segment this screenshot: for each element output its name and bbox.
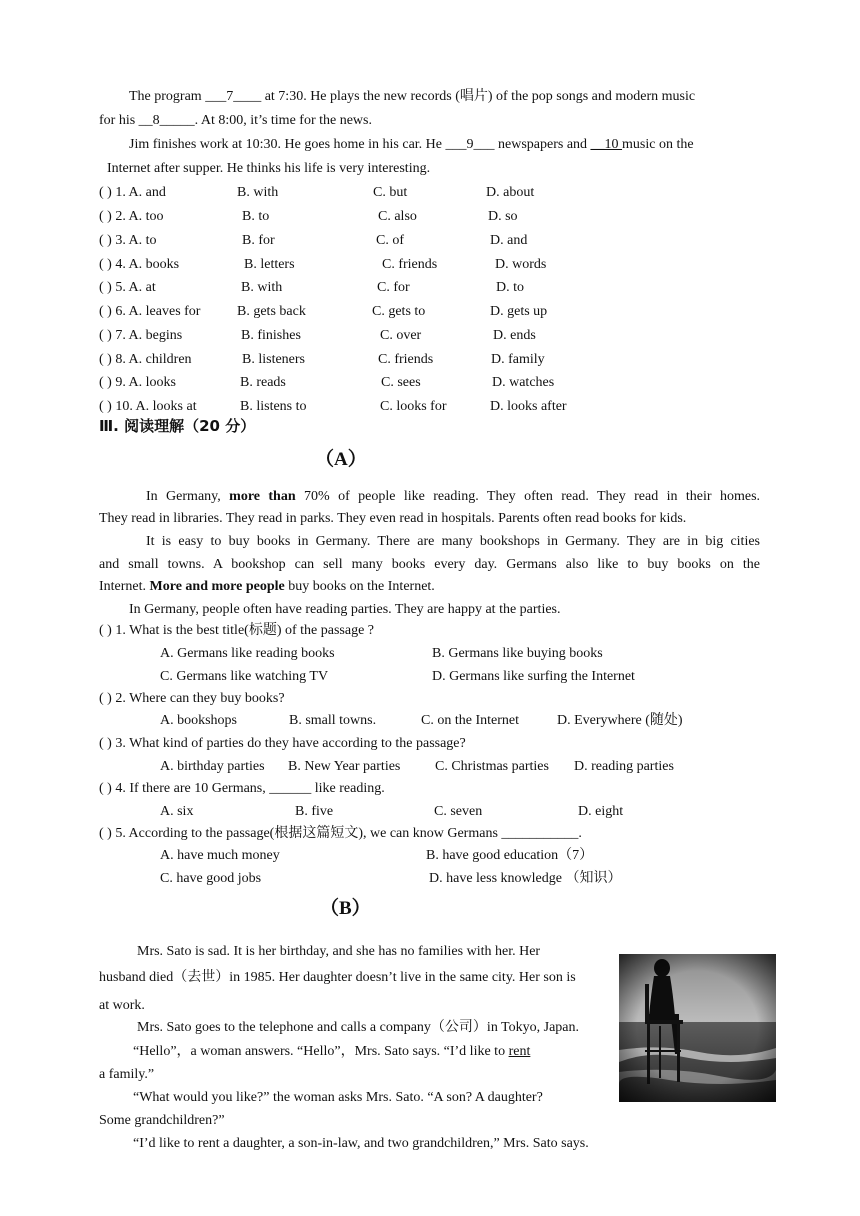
passage-a-line: They read in libraries. They read in parks. They even read in hospitals. Parents often read books for kids. [99, 511, 687, 526]
option-d: D. watches [492, 375, 555, 390]
passage-text: 70% of people like reading. They often read. They read in their homes. [295, 489, 761, 504]
option-b: B. listeners [242, 352, 305, 367]
bold-phrase: more than [229, 489, 296, 504]
question-number: ( ) 8. A. children [99, 352, 192, 367]
option-c: C. for [377, 280, 410, 295]
reading-question: ( ) 4. If there are 10 Germans, ______ like reading. [99, 781, 385, 796]
option-d: D. family [491, 352, 545, 367]
option-c: C. of [376, 233, 404, 248]
passage-text: In Germany, [146, 489, 230, 504]
bold-phrase: More and more people [149, 579, 285, 594]
passage-a-line: It is easy to buy books in Germany. There are many bookshops in Germany. They are in big cities [146, 534, 760, 549]
option-d: D. eight [578, 804, 624, 819]
reading-question: ( ) 3. What kind of parties do they have according to the passage? [99, 736, 466, 751]
option-b: B. New Year parties [288, 759, 401, 774]
passage-a-line [146, 488, 760, 506]
option-c: C. seven [434, 804, 483, 819]
woman-on-chair-photo [619, 954, 776, 1102]
passage-text: “Hello”，a woman answers. “Hello”，Mrs. Sato says. “I’d like to [133, 1044, 509, 1059]
option-a: A. bookshops [160, 713, 238, 728]
cloze-text: at 7:30. He plays the new records (唱片) of the pop songs and modern music [261, 89, 696, 104]
photo-illustration [619, 954, 776, 1102]
option-b: B. letters [244, 257, 295, 272]
option-d: D. have less knowledge （知识） [429, 871, 622, 886]
option-d: D. Everywhere (随处) [557, 713, 683, 728]
option-a: A. birthday parties [160, 759, 265, 774]
cloze-text: The program [129, 89, 206, 104]
option-d: D. to [496, 280, 524, 295]
option-a: A. Germans like reading books [160, 646, 335, 661]
passage-b-line: “I’d like to rent a daughter, a son-in-law, and two grandchildren,” Mrs. Sato says. [133, 1136, 589, 1151]
option-b: B. finishes [241, 328, 301, 343]
passage-b-line: Mrs. Sato is sad. It is her birthday, and she has no families with her. Her [137, 944, 541, 959]
underlined-word: rent [508, 1044, 531, 1059]
option-c: C. sees [381, 375, 421, 390]
blank-8: __8_____ [138, 113, 195, 128]
blank-7: ___7____ [205, 89, 262, 104]
option-d: D. Germans like surfing the Internet [432, 669, 635, 684]
reading-question: ( ) 5. According to the passage(根据这篇短文), we can know Germans ___________. [99, 826, 582, 841]
passage-text: buy books on the Internet. [284, 579, 435, 594]
cloze-text: Internet after supper. He thinks his life is very interesting. [107, 161, 431, 176]
passage-text: Internet. [99, 579, 150, 594]
passage-b-line: “What would you like?” the woman asks Mrs. Sato. “A son? A daughter? [133, 1090, 543, 1105]
passage-b-line: a family.” [99, 1067, 155, 1082]
option-c: C. over [380, 328, 422, 343]
option-c: C. Germans like watching TV [160, 669, 329, 684]
option-d: D. about [486, 185, 535, 200]
option-b: B. with [241, 280, 283, 295]
passage-b-line [133, 1043, 530, 1061]
cloze-text: music on the [622, 137, 694, 152]
option-b: B. listens to [240, 399, 307, 414]
option-b: B. for [242, 233, 275, 248]
option-d: D. and [490, 233, 528, 248]
cloze-text: . At 8:00, it’s time for the news. [194, 113, 372, 128]
option-b: B. Germans like buying books [432, 646, 603, 661]
question-number: ( ) 2. A. too [99, 209, 164, 224]
blank-10: __10 [590, 137, 623, 152]
section-heading: Ⅲ. 阅读理解（20 分） [99, 417, 256, 435]
question-number: ( ) 4. A. books [99, 257, 180, 272]
option-c: C. looks for [380, 399, 447, 414]
question-number: ( ) 5. A. at [99, 280, 156, 295]
option-c: C. gets to [372, 304, 426, 319]
cloze-line-2 [99, 112, 372, 130]
option-c: C. but [373, 185, 408, 200]
question-number: ( ) 9. A. looks [99, 375, 176, 390]
passage-b-line: Mrs. Sato goes to the telephone and calls a company（公司）in Tokyo, Japan. [137, 1020, 580, 1035]
option-b: B. five [295, 804, 334, 819]
passage-b-heading: （B） [320, 898, 371, 919]
option-b: B. have good education（7） [426, 848, 594, 863]
option-c: C. have good jobs [160, 871, 262, 886]
cloze-line-1 [129, 88, 695, 106]
passage-b-line: Some grandchildren?” [99, 1113, 225, 1128]
option-a: A. have much money [160, 848, 280, 863]
cloze-text: newspapers and [494, 137, 591, 152]
passage-b-line: husband died（去世）in 1985. Her daughter doesn’t live in the same city. Her son is [99, 970, 576, 985]
blank-9: ___9___ [445, 137, 495, 152]
question-number: ( ) 1. A. and [99, 185, 166, 200]
option-c: C. Christmas parties [435, 759, 549, 774]
cloze-text: for his [99, 113, 139, 128]
option-a: A. six [160, 804, 194, 819]
reading-question: ( ) 1. What is the best title(标题) of the passage ? [99, 623, 374, 638]
option-d: D. so [488, 209, 518, 224]
option-d: D. reading parties [574, 759, 674, 774]
question-number: ( ) 6. A. leaves for [99, 304, 201, 319]
option-b: B. gets back [237, 304, 306, 319]
option-b: B. small towns. [289, 713, 377, 728]
passage-a-line: and small towns. A bookshop can sell many books every day. Germans also like to buy books on the [99, 557, 760, 572]
option-d: D. gets up [490, 304, 548, 319]
passage-b-line: at work. [99, 998, 145, 1013]
question-number: ( ) 10. A. looks at [99, 399, 197, 414]
cloze-line-4 [107, 160, 430, 178]
option-c: C. on the Internet [421, 713, 519, 728]
option-b: B. to [242, 209, 270, 224]
cloze-line-3 [129, 136, 694, 154]
reading-question: ( ) 2. Where can they buy books? [99, 691, 285, 706]
passage-a-line [99, 578, 435, 596]
passage-a-heading: （A） [315, 449, 367, 470]
question-number: ( ) 7. A. begins [99, 328, 183, 343]
option-c: C. friends [378, 352, 434, 367]
option-d: D. ends [493, 328, 536, 343]
question-number: ( ) 3. A. to [99, 233, 157, 248]
option-d: D. words [495, 257, 547, 272]
option-d: D. looks after [490, 399, 567, 414]
option-b: B. reads [240, 375, 286, 390]
option-c: C. also [378, 209, 417, 224]
option-c: C. friends [382, 257, 438, 272]
passage-a-line: In Germany, people often have reading parties. They are happy at the parties. [129, 602, 561, 617]
cloze-text: Jim finishes work at 10:30. He goes home in his car. He [129, 137, 446, 152]
option-b: B. with [237, 185, 279, 200]
